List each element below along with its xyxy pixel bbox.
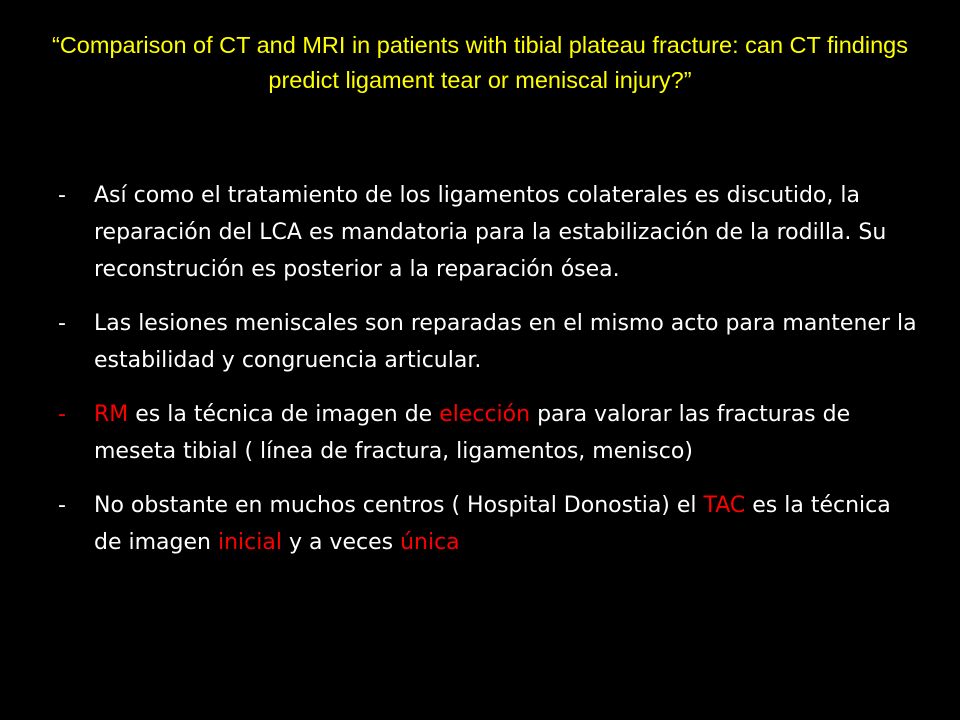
bullet-text: [94, 402, 850, 464]
highlight-tac: TAC: [703, 493, 746, 518]
bullet-marker: -: [58, 311, 66, 336]
highlight-unica: única: [400, 530, 460, 555]
bullet-text: Así como el tratamiento de los ligamentos colaterales es discutido, la reparación del LCA es mandatoria para la estabilización de la rodilla. Su reconstrución es posterior a la reparación ósea.: [94, 183, 887, 282]
bullet-text: [94, 493, 891, 555]
text-segment: No obstante en muchos centros ( Hospital Donostia) el: [94, 493, 704, 518]
highlight-eleccion: elección: [439, 402, 531, 427]
bullet-marker: -: [58, 402, 66, 427]
bullet-text: Las lesiones meniscales son reparadas en el mismo acto para mantener la estabilidad y congruencia articular.: [94, 311, 917, 373]
highlight-rm: RM: [94, 402, 129, 427]
highlight-inicial: inicial: [217, 530, 282, 555]
bullet-marker: -: [58, 183, 66, 208]
bullet-item: [58, 305, 918, 379]
bullet-marker: -: [58, 493, 66, 518]
bullet-item: [58, 396, 918, 470]
bullet-item: [58, 177, 918, 288]
bullet-list: [58, 177, 918, 578]
text-segment: es la técnica de imagen: [94, 493, 891, 555]
bullet-item: [58, 487, 918, 561]
text-segment: y a veces: [281, 530, 401, 555]
text-segment: para valorar las fracturas de meseta tibial ( línea de fractura, ligamentos, menisco): [94, 402, 851, 464]
text-segment: es la técnica de imagen de: [128, 402, 440, 427]
slide-title: “Comparison of CT and MRI in patients with tibial plateau fracture: can CT findings predict ligament tear or meniscal injury?”: [52, 32, 908, 93]
